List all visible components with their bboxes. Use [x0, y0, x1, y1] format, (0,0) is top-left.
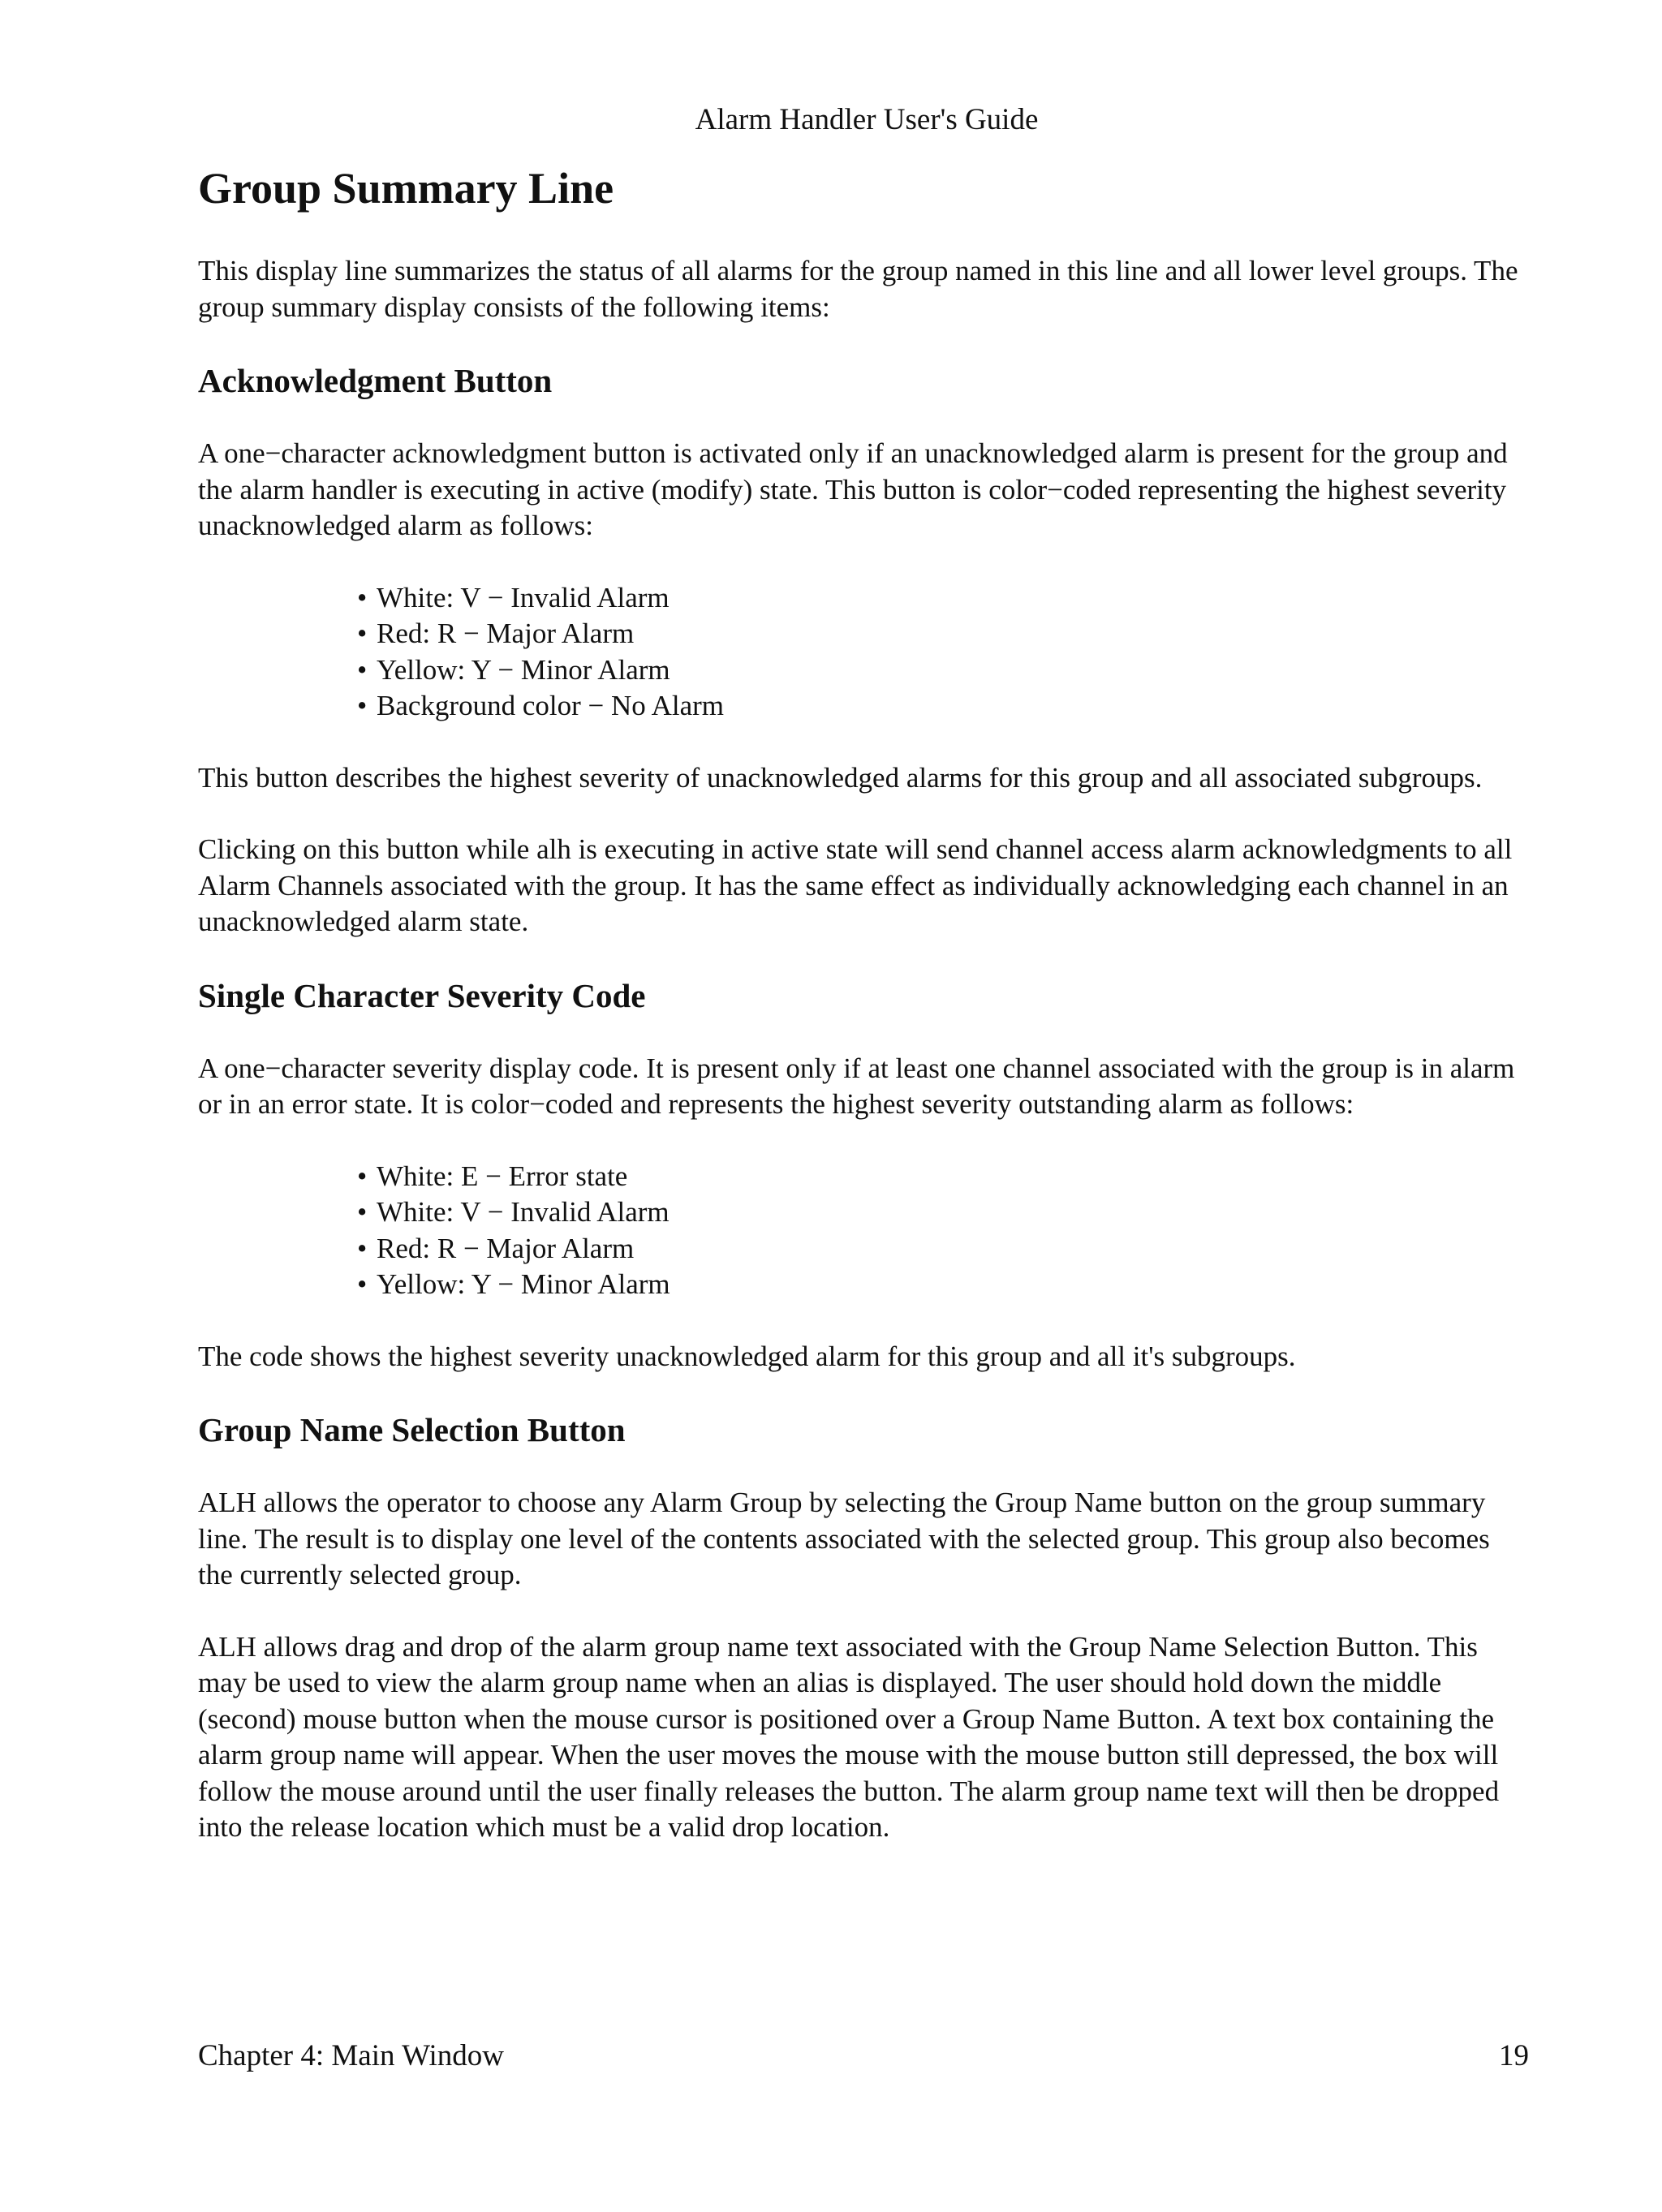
running-header: Alarm Handler User's Guide — [695, 103, 1039, 136]
bullet-icon: • — [357, 1160, 368, 1192]
ack-button-heading: Acknowledgment Button — [198, 362, 553, 399]
list-item: • Red: R − Major Alarm — [357, 616, 1529, 652]
list-item: • Yellow: Y − Minor Alarm — [357, 652, 1529, 689]
group-name-heading: Group Name Selection Button — [198, 1411, 626, 1448]
section-title: Group Summary Line — [198, 164, 614, 213]
list-item: • White: V − Invalid Alarm — [357, 1194, 1529, 1231]
group-name-paragraph-2: ALH allows drag and drop of the alarm group name text associated with the Group Name Selection Button. This may be used to view the alarm group name when an alias is displayed. The user should hold down the middle (second) mouse button when the mouse cursor is positioned over a Group Name Button. A text box containing the alarm group name will appear. When the user moves the mouse with the mouse button still depressed, the box will follow the mouse around until the user finally releases the button. The alarm group name text will then be dropped into the release location which must be a valid drop location. — [198, 1630, 1500, 1843]
list-item: • Background color − No Alarm — [357, 688, 1529, 725]
bullet-icon: • — [357, 1232, 368, 1264]
page-content — [198, 159, 1529, 1846]
bullet-icon: • — [357, 1196, 368, 1228]
ack-button-paragraph-1: A one−character acknowledgment button is activated only if an unacknowledged alarm is present for the group and the alarm handler is executing in active (modify) state. This button is color−coded representing the highest severity unacknowledged alarm as follows: — [198, 437, 1508, 541]
bullet-icon: • — [357, 618, 368, 649]
footer-page-number: 19 — [1499, 2039, 1529, 2072]
severity-code-paragraph-2: The code shows the highest severity unacknowledged alarm for this group and all it's subgroups. — [198, 1340, 1296, 1372]
ack-button-paragraph-2: This button describes the highest severity of unacknowledged alarms for this group and all associated subgroups. — [198, 761, 1483, 794]
bullet-icon: • — [357, 581, 368, 613]
group-name-paragraph-1: ALH allows the operator to choose any Alarm Group by selecting the Group Name button on the group summary line. The result is to display one level of the contents associated with the selected group. This group also becomes the currently selected group. — [198, 1487, 1490, 1590]
ack-button-paragraph-3: Clicking on this button while alh is executing in active state will send channel access alarm acknowledgments to all Alarm Channels associated with the group. It has the same effect as individually acknowledging each channel in an unacknowledged alarm state. — [198, 833, 1513, 937]
bullet-icon: • — [357, 690, 368, 721]
footer-chapter: Chapter 4: Main Window — [198, 2039, 505, 2072]
severity-code-list — [198, 1159, 1529, 1303]
ack-button-color-list — [198, 580, 1529, 725]
list-item: • Red: R − Major Alarm — [357, 1231, 1529, 1267]
list-item: • White: E − Error state — [357, 1159, 1529, 1195]
list-item: • White: V − Invalid Alarm — [357, 580, 1529, 617]
list-item: • Yellow: Y − Minor Alarm — [357, 1267, 1529, 1303]
bullet-icon: • — [357, 1268, 368, 1300]
severity-code-paragraph-1: A one−character severity display code. It is present only if at least one channel associated with the group is in alarm or in an error state. It is color−coded and represents the highest severity outstanding alarm as follows: — [198, 1052, 1515, 1120]
severity-code-heading: Single Character Severity Code — [198, 976, 646, 1014]
section-intro: This display line summarizes the status of all alarms for the group named in this line and all lower level groups. The group summary display consists of the following items: — [198, 255, 1518, 323]
bullet-icon: • — [357, 653, 368, 686]
